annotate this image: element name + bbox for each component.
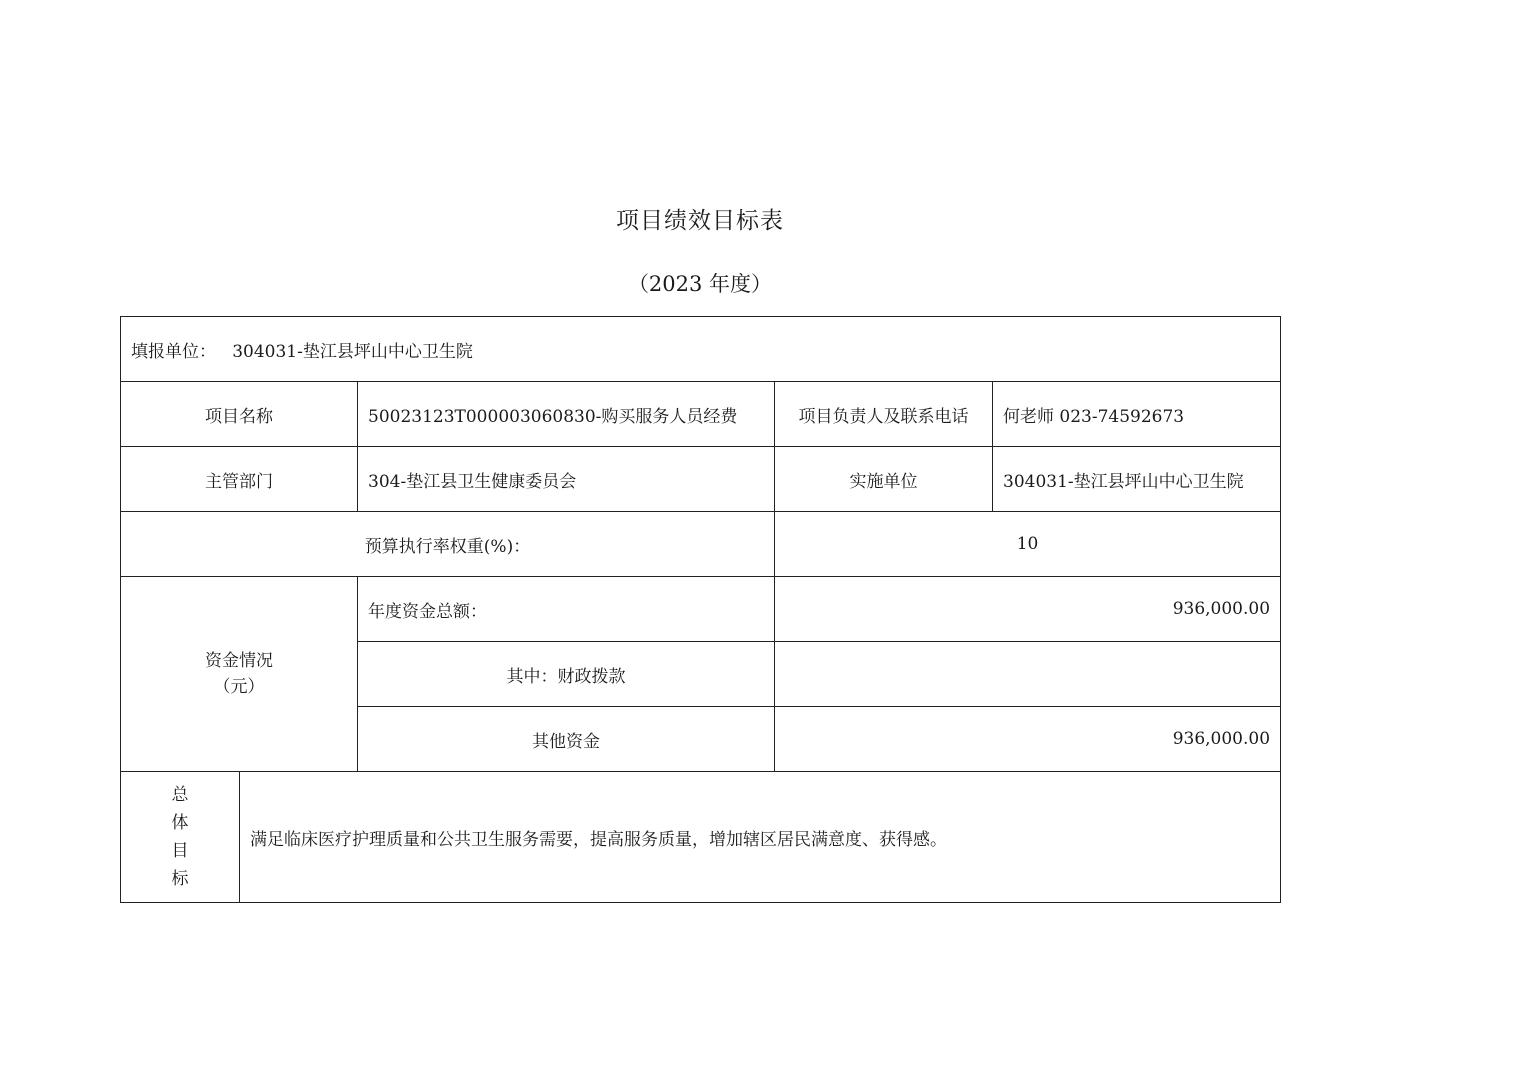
reporting-unit-cell xyxy=(121,317,1281,382)
annual-total-label: 年度资金总额： xyxy=(358,577,775,642)
funds-label xyxy=(121,577,358,772)
contact-label: 项目负责人及联系电话 xyxy=(775,382,993,447)
reporting-unit-label: 填报单位： xyxy=(131,341,216,362)
overall-goal-label xyxy=(121,772,240,903)
goal-label-char: 总 xyxy=(171,785,189,805)
funds-label-line1: 资金情况 xyxy=(205,651,273,671)
fiscal-allocation-label: 其中：财政拨款 xyxy=(358,642,775,707)
implementing-unit-label: 实施单位 xyxy=(775,447,993,512)
project-name-label: 项目名称 xyxy=(121,382,358,447)
department-value: 304-垫江县卫生健康委员会 xyxy=(358,447,775,512)
overall-goal-row xyxy=(121,772,1281,903)
department-label: 主管部门 xyxy=(121,447,358,512)
other-funds-value: 936,000.00 xyxy=(775,707,1281,772)
budget-weight-value: 10 xyxy=(775,512,1281,577)
page-title: 项目绩效目标表 xyxy=(616,208,784,234)
fiscal-allocation-value xyxy=(775,642,1281,707)
department-row xyxy=(121,447,1281,512)
project-name-row xyxy=(121,382,1281,447)
goal-label-char: 目 xyxy=(171,841,189,861)
annual-total-value: 936,000.00 xyxy=(775,577,1281,642)
project-name-value: 50023123T000003060830-购买服务人员经费 xyxy=(358,382,775,447)
other-funds-label: 其他资金 xyxy=(358,707,775,772)
implementing-unit-value: 304031-垫江县坪山中心卫生院 xyxy=(993,447,1281,512)
reporting-unit-value: 304031-垫江县坪山中心卫生院 xyxy=(232,341,473,362)
overall-goal-text: 满足临床医疗护理质量和公共卫生服务需要，提高服务质量，增加辖区居民满意度、获得感。 xyxy=(240,772,1281,903)
funds-label-line2: （元） xyxy=(213,677,265,697)
page-subtitle: （2023 年度） xyxy=(627,272,773,296)
annual-total-row xyxy=(121,577,1281,642)
reporting-unit-row xyxy=(121,317,1281,382)
budget-weight-row xyxy=(121,512,1281,577)
contact-value: 何老师 023-74592673 xyxy=(993,382,1281,447)
budget-weight-label: 预算执行率权重(%)： xyxy=(121,512,775,577)
performance-target-table xyxy=(120,316,1281,903)
goal-label-char: 体 xyxy=(171,813,189,833)
goal-label-char: 标 xyxy=(171,869,189,889)
